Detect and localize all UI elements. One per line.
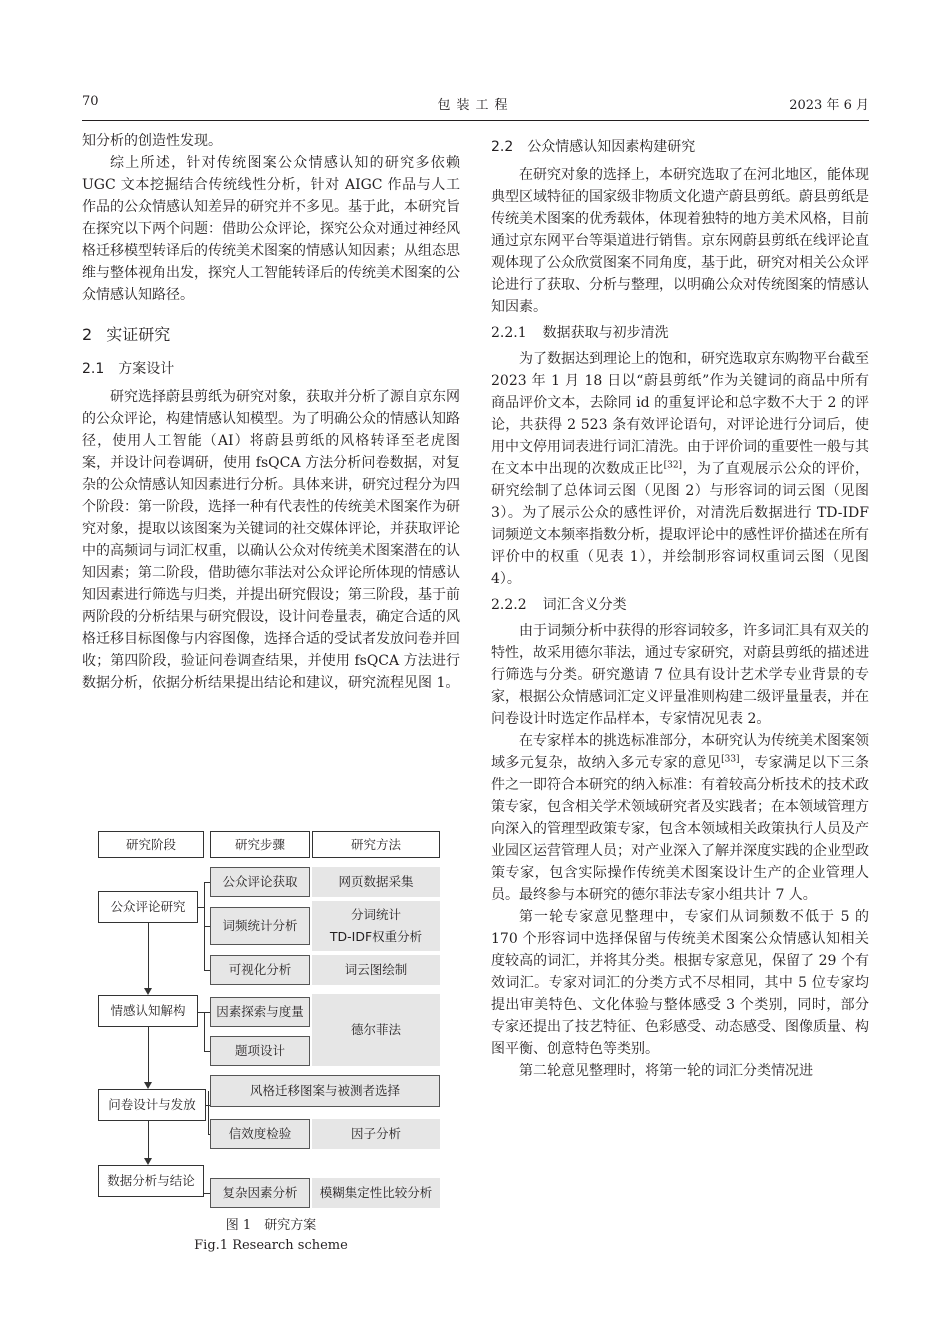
journal-name: 包装工程 <box>437 98 514 113</box>
right-column <box>491 130 869 1082</box>
method-cell-segmentation <box>312 901 440 951</box>
flow-arrow-head <box>144 1158 152 1165</box>
connector <box>204 926 210 927</box>
figure-header-stage: 研究阶段 <box>98 831 204 858</box>
connector <box>208 1134 210 1135</box>
flow-arrow-line <box>148 1121 149 1158</box>
connector <box>204 1012 205 1051</box>
section-heading <box>82 324 460 346</box>
method-delphi: 德尔菲法 <box>312 994 440 1066</box>
method-fsqca: 模糊集定性比较分析 <box>312 1178 440 1208</box>
stage-data-analysis: 数据分析与结论 <box>98 1165 204 1197</box>
connector <box>198 907 204 908</box>
connector <box>204 970 210 971</box>
method-factor-analysis: 因子分析 <box>312 1119 440 1149</box>
page-number: 70 <box>82 94 99 109</box>
citation: [32] <box>663 460 683 471</box>
paragraph: 由于词频分析中获得的形容词较多，许多词汇具有双关的特性，故采用德尔菲法，通过专家研究，对蔚县剪纸的描述进行筛选与分类。研究邀请 7 位具有设计艺术学专业背景的专家，根据公众情感词汇定义评量准则构建二级评量量表，并在问卷设计时选定作品样本，专家情况见表 2。 <box>491 623 869 727</box>
step-complex-factor: 复杂因素分析 <box>210 1178 310 1208</box>
subsubsection-title: 词汇含义分类 <box>542 597 627 613</box>
paragraph <box>491 348 869 590</box>
paragraph: 知分析的创造性发现。 <box>82 133 222 149</box>
text-run: ，为了直观展示公众的评价，研究绘制了总体词云图（见图 2）与形容词的词云图（见图 3）。为了展示公众的感性评价，对清洗后数据进行 TD-IDF 词频逆文本频率指数分析，提取评论中的感性评价描述在所有评价中的权重（见表 1），并绘制形容词权重词云图（见图 4）。 <box>491 461 870 587</box>
subsubsection-heading <box>491 322 869 344</box>
step-comment-acquisition <box>210 867 310 897</box>
method-tdidf: TD-IDF权重分析 <box>329 929 423 944</box>
step-item-design: 题项设计 <box>210 1036 310 1066</box>
flow-arrow-line <box>148 923 149 988</box>
subsubsection-number: 2.2.1 <box>491 325 527 341</box>
step-reliability-validity: 信效度检验 <box>210 1119 310 1149</box>
subsection-heading <box>82 358 460 380</box>
flow-arrow-head <box>144 1082 152 1089</box>
flow-arrow-head <box>144 988 152 995</box>
figure-research-scheme <box>96 829 442 1209</box>
left-column <box>82 130 460 694</box>
connector <box>204 1051 210 1052</box>
subsection-title: 公众情感认知因素构建研究 <box>527 139 696 155</box>
stage-questionnaire: 问卷设计与发放 <box>98 1089 206 1121</box>
subsection-number: 2.2 <box>491 139 514 155</box>
figure-header-method: 研究方法 <box>312 831 440 858</box>
connector <box>204 1193 210 1194</box>
method-web-scraping: 网页数据采集 <box>312 867 440 897</box>
figure-caption-en: Fig.1 Research scheme <box>194 1238 348 1253</box>
subsection-number: 2.1 <box>82 361 105 377</box>
text-run: 在专家样本的挑选标准部分，本研究认为传统美术图案领域多元复杂，故纳入多元专家的意见 <box>491 733 869 771</box>
text-run: 为了数据达到理论上的饱和，研究选取京东购物平台截至 2023 年 1 月 18 日以“蔚县剪纸”作为关键词的商品中所有商品评价文本，去除同 id 的重复评论和总字数不大于 2 的评论，共获得 2 523 条有效评论语句，对评论进行分词后，使用中文停用词表进行词汇清洗。由于评价词的重要性一般与其在文本中出现的次数成正比 <box>491 351 869 477</box>
flow-arrow-line <box>148 1027 149 1082</box>
subsection-heading <box>491 136 869 158</box>
step-style-transfer-selection: 风格迁移图案与被测者选择 <box>210 1075 440 1107</box>
paragraph: 第一轮专家意见整理中，专家们从词频数不低于 5 的 170 个形容词中选择保留与传统美术图案公众情感认知相关度较高的词汇，并将其分类。根据专家意见，保留了 29 个有效词汇。专家对词汇的分类方式不尽相同，其中 5 位专家均提出审美特色、文化体验与整体感受 3 个类别，同时，部分专家还提出了技艺特征、色彩感受、动态感受、图像质量、构图平衡、创意特色等类别。 <box>491 909 869 1057</box>
step-factor-exploration: 因素探索与度量 <box>210 997 310 1027</box>
connector <box>204 882 210 883</box>
subsubsection-heading <box>491 594 869 616</box>
paragraph: 研究选择蔚县剪纸为研究对象，获取并分析了源自京东网的公众评论，构建情感认知模型。为了明确公众的情感认知路径，使用人工智能（AI）将蔚县剪纸的风格转译至老虎图案，并设计问卷调研，使用 fsQCA 方法分析问卷数据，对复杂的公众情感认知因素进行分析。具体来讲，研究过程分为四个阶段：第一阶段，选择一种有代表性的传统美术图案作为研究对象，提取以该图案为关键词的社交媒体评论，并获取评论中的高频词与词汇权重，以确认公众对传统美术图案潜在的认知因素；第二阶段，借助德尔菲法对公众评论所体现的情感认知因素进行筛选与归类，并提出研究假设；第三阶段，基于前两阶段的分析结果与研究假设，设计问卷量表，确定合适的风格迁移目标图像与内容图像，选择合适的受试者发放问卷并回收；第四阶段，验证问卷调查结果，并使用 fsQCA 方法进行数据分析，依据分析结果提出结论和建议，研究流程见图 1。 <box>82 389 460 691</box>
figure-caption-cn: 图 1 研究方案 <box>225 1218 317 1233</box>
figure-header-step: 研究步骤 <box>210 831 310 858</box>
step-comment-acquisition-label: 公众评论获取 <box>210 867 310 897</box>
paragraph <box>491 730 869 906</box>
method-segmentation: 分词统计 <box>350 907 401 922</box>
citation: [33] <box>721 754 740 765</box>
paragraph: 在研究对象的选择上，本研究选取了在河北地区，能体现典型区域特征的国家级非物质文化遗产蔚县剪纸。蔚县剪纸是传统美术图案的优秀载体，体现着独特的地方美术风格，目前通过京东网平台等渠道进行销售。京东网蔚县剪纸在线评论直观体现了公众欣赏图案不同角度，基于此，研究对相关公众评论进行了获取、分析与整理，以明确公众对传统图案的情感认知因素。 <box>491 167 869 315</box>
step-visualization: 可视化分析 <box>210 955 310 985</box>
stage-emotion-cognition: 情感认知解构 <box>98 995 198 1027</box>
connector <box>206 1105 210 1106</box>
section-title: 实证研究 <box>106 325 171 344</box>
text-run: ，专家满足以下三条件之一即符合本研究的纳入标准：有着较高分析技术的技术政策专家，包含相关学术领域研究者及实践者；在本领域管理方向深入的管理型政策专家，包含本领域相关政策执行人员及产业园区运营管理人员；对产业深入了解并深度实践的企业型政策专家，包含实际操作传统美术图案设计生产的企业管理人员。最终参与本研究的德尔菲法专家小组共计 7 人。 <box>491 755 870 903</box>
subsubsection-title: 数据获取与初步清洗 <box>542 325 669 341</box>
section-number: 2 <box>82 325 93 344</box>
subsection-title: 方案设计 <box>118 361 175 377</box>
connector <box>208 1091 209 1134</box>
connector <box>198 1012 210 1013</box>
paragraph: 综上所述，针对传统图案公众情感认知的研究多依赖 UGC 文本挖掘结合传统线性分析，针对 AIGC 作品与人工作品的公众情感认知差异的研究并不多见。基于此，本研究旨在探究以下两个问题：借助公众评论，探究公众对通过神经风格迁移模型转译后的传统美术图案的情感认知因素；从组态思维与整体视角出发，探究人工智能转译后的传统美术图案的公众情感认知路径。 <box>82 155 460 303</box>
issue-date: 2023 年 6 月 <box>789 98 869 113</box>
method-wordcloud: 词云图绘制 <box>312 955 440 985</box>
stage-public-comment: 公众评论研究 <box>98 891 198 923</box>
subsubsection-number: 2.2.2 <box>491 597 527 613</box>
paragraph: 第二轮意见整理时，将第一轮的词汇分类情况进 <box>519 1063 813 1079</box>
header-rule <box>82 120 869 121</box>
running-header <box>82 94 869 116</box>
step-word-frequency: 词频统计分析 <box>210 907 310 945</box>
